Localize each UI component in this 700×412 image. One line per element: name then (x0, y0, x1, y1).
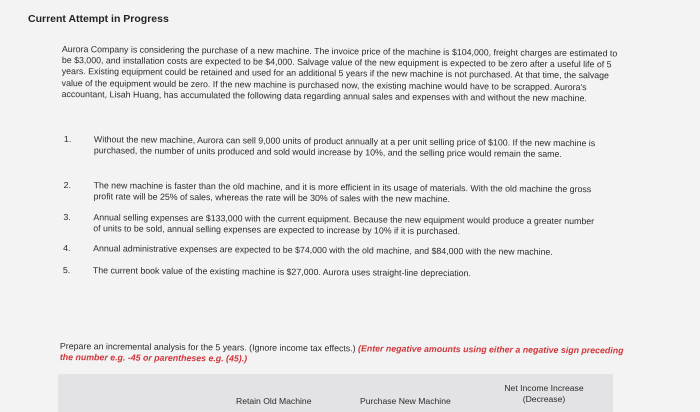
item-text: The new machine is faster than the old machine, and it is more efficient in its usage of materials. With the old machine the gross profit rate will be 25% of sales, whereas the rate will be 30% of sales with the new machine. (93, 180, 592, 205)
item-text: Annual selling expenses are $133,000 with the current equipment. Because the new equipment would produce a greater number of units to be sold, annual selling expenses are expected to increase by 10% if it is purchased. (93, 212, 595, 237)
column-header-net-income (494, 383, 594, 405)
column-header-net-line2: (Decrease) (522, 394, 566, 404)
item-number: 4. (63, 242, 71, 254)
list-item (63, 180, 603, 216)
column-header-purchase: Purchase New Machine (360, 396, 451, 406)
column-header-net-line1: Net Income Increase (504, 383, 584, 393)
item-text: Annual administrative expenses are expected to be $74,000 with the old machine, and $84,000 with the new machine. (93, 243, 553, 257)
instruction-text (60, 341, 630, 368)
item-number: 1. (63, 134, 72, 145)
problem-intro: Aurora Company is considering the purchase of a new machine. The invoice price of the machine is $104,000, freight charges are estimated to be $3,000, and installation costs are expected to be $4,000. Salvage value of the new equipment is expected to be zero after a useful life of 5 years. Existing equipment could be retained and used for an additional 5 years if the new machine is not purchased. At that time, the salvage value of the equipment would be zero. If the new machine is purchased now, the existing machine would have to be scrapped. Aurora's accountant, Lisah Huang, has accumulated the following data regarding annual sales and expenses with and without the new machine. (61, 44, 618, 103)
item-number: 5. (62, 264, 71, 276)
instruction-main: Prepare an incremental analysis for the 5 years. (Ignore income tax effects.) (59, 341, 359, 354)
item-number: 3. (63, 211, 71, 223)
page-heading: Current Attempt in Progress (28, 13, 169, 25)
list-item (63, 265, 603, 283)
list-item (64, 134, 604, 184)
column-header-retain: Retain Old Machine (236, 396, 312, 406)
analysis-table-header (58, 374, 613, 412)
item-text: Without the new machine, Aurora can sell 9,000 units of product annually at a per unit selling price of $100. If the new machine is purchased, the number of units produced and sold would increase by 10%, and the selling price would remain the same. (93, 134, 596, 160)
instruction-hint: (Enter negative amounts using either a negative sign preceding the number e.g. -45 or parentheses e.g. (45).) (59, 343, 624, 364)
item-number: 2. (63, 179, 71, 191)
list-item (63, 212, 603, 247)
data-list (63, 134, 604, 283)
item-text: The current book value of the existing machine is $27,000. Aurora uses straight-line depreciation. (92, 265, 471, 279)
